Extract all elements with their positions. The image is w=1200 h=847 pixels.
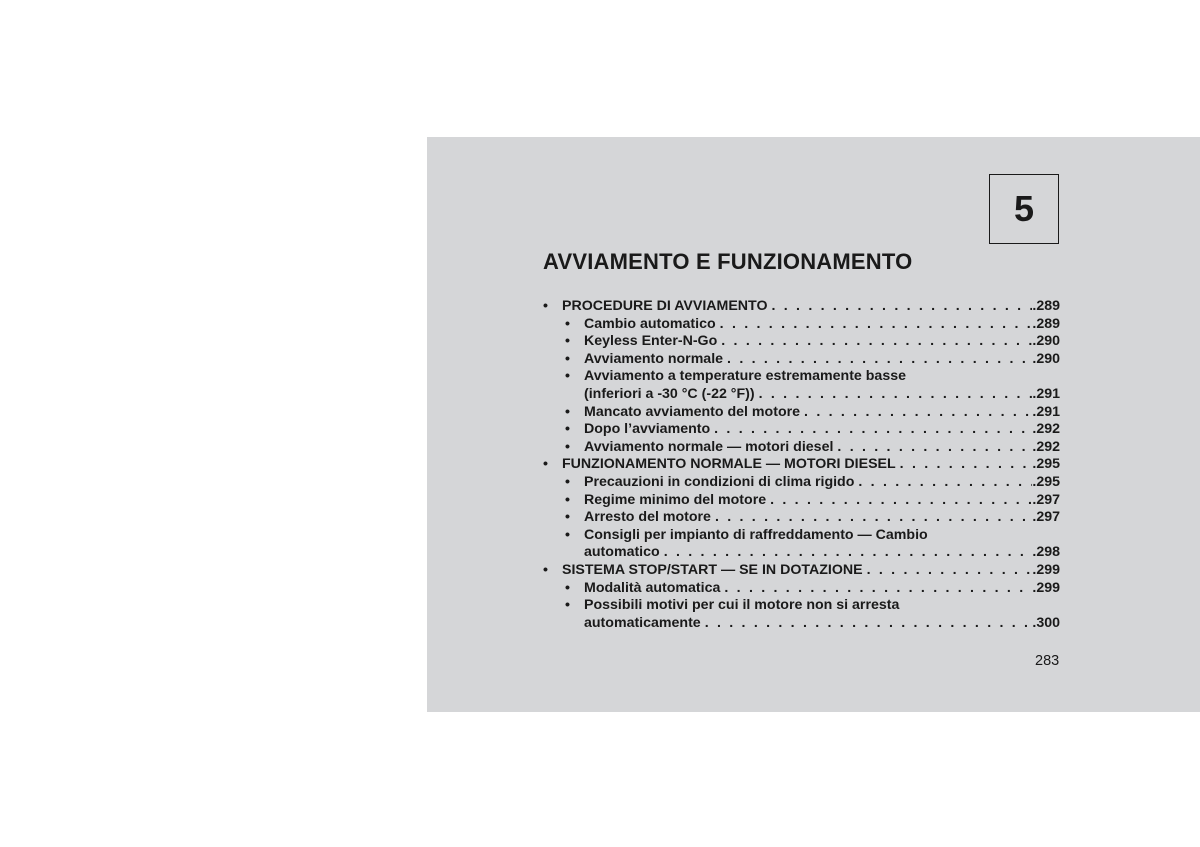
toc-entry-text	[584, 580, 1060, 598]
toc-entry-page: .297	[1032, 491, 1060, 508]
toc-entry[interactable]	[543, 527, 1060, 545]
toc-entry-label: (inferiori a -30 °C (-22 °F))	[584, 385, 755, 402]
toc-entry-text	[584, 404, 1060, 422]
toc-entry-page: .292	[1032, 438, 1060, 455]
toc-entry-label: automaticamente	[584, 614, 701, 631]
dot-leader	[710, 421, 1032, 439]
dot-leader	[755, 386, 1033, 404]
chapter-panel	[427, 137, 1200, 712]
bullet-icon: •	[565, 421, 570, 438]
toc-entry-page: .290	[1032, 350, 1060, 367]
toc-entry-label: PROCEDURE DI AVVIAMENTO	[562, 298, 768, 314]
toc-entry-text	[584, 368, 1060, 386]
toc-entry[interactable]	[543, 421, 1060, 439]
toc-entry-page: .290	[1032, 333, 1060, 350]
dot-leader	[716, 316, 1033, 334]
toc-entry[interactable]	[543, 544, 1060, 562]
toc-entry-text	[562, 562, 1060, 580]
toc-entry-label: Modalità automatica	[584, 579, 721, 596]
toc-entry-text	[584, 351, 1060, 369]
toc-entry-text	[584, 316, 1060, 334]
toc-entry-page: .299	[1032, 579, 1060, 596]
toc-entry-text	[584, 474, 1060, 492]
toc-entry[interactable]	[543, 562, 1060, 580]
toc-entry[interactable]	[543, 404, 1060, 422]
toc-entry-label: Precauzioni in condizioni di clima rigido	[584, 473, 855, 490]
bullet-icon: •	[565, 403, 570, 420]
toc-entry-label: SISTEMA STOP/START — SE IN DOTAZIONE	[562, 561, 863, 578]
bullet-icon: •	[543, 298, 548, 314]
toc-entry-page: .297	[1032, 509, 1060, 526]
dot-leader	[833, 439, 1032, 457]
bullet-icon: •	[543, 561, 548, 578]
toc-entry-label: Possibili motivi per cui il motore non si arresta	[584, 597, 900, 614]
toc-entry[interactable]	[543, 333, 1060, 351]
dot-leader	[766, 492, 1032, 510]
dot-leader	[717, 333, 1032, 351]
toc-entry[interactable]	[543, 580, 1060, 598]
toc-entry[interactable]	[543, 439, 1060, 457]
bullet-icon: •	[565, 438, 570, 455]
toc-entry-page: .289	[1032, 315, 1060, 332]
toc-entry[interactable]	[543, 368, 1060, 386]
dot-leader	[767, 298, 1032, 316]
toc-entry-page: .292	[1032, 421, 1060, 438]
toc-entry-label: Mancato avviamento del motore	[584, 403, 801, 420]
chapter-number-box	[989, 174, 1059, 244]
dot-leader	[723, 351, 1032, 369]
toc-entry-page: .295	[1032, 456, 1060, 473]
toc-entry-label: Arresto del motore	[584, 509, 711, 526]
toc-entry[interactable]	[543, 615, 1060, 633]
chapter-title: AVVIAMENTO E FUNZIONAMENTO	[543, 249, 913, 274]
toc-entry-page: .289	[1032, 298, 1060, 314]
toc-entry[interactable]	[543, 386, 1060, 404]
toc-entry[interactable]	[543, 509, 1060, 527]
bullet-icon: •	[565, 350, 570, 367]
toc-entry-label: Cambio automatico	[584, 315, 716, 332]
toc-entry-text	[584, 421, 1060, 439]
toc-entry-text	[584, 386, 1060, 404]
bullet-icon: •	[565, 597, 570, 614]
dot-leader	[896, 456, 1033, 474]
toc-entry-text	[584, 509, 1060, 527]
toc-entry-page: .291	[1032, 403, 1060, 420]
bullet-icon: •	[565, 509, 570, 526]
dot-leader	[720, 580, 1032, 598]
chapter-number: 5	[1013, 188, 1035, 229]
toc-entry[interactable]	[543, 597, 1060, 615]
toc-entry-text	[584, 615, 1060, 633]
table-of-contents	[543, 298, 1060, 632]
toc-entry-text	[584, 527, 1060, 545]
toc-entry-label: Avviamento normale	[584, 350, 724, 367]
toc-entry-page: .299	[1032, 561, 1060, 578]
toc-entry-page: .300	[1032, 614, 1060, 631]
toc-entry-text	[584, 439, 1060, 457]
toc-entry-label: Keyless Enter-N-Go	[584, 333, 718, 350]
toc-entry[interactable]	[543, 351, 1060, 369]
bullet-icon: •	[565, 315, 570, 332]
toc-entry-text	[562, 298, 1060, 316]
toc-entry-label: automatico	[584, 544, 660, 561]
toc-entry-label: Regime minimo del motore	[584, 491, 767, 508]
toc-entry-text	[584, 597, 1060, 615]
toc-entry[interactable]	[543, 492, 1060, 510]
toc-entry-label: Consigli per impianto di raffreddamento — Cambio	[584, 526, 928, 543]
toc-entry[interactable]	[543, 456, 1060, 474]
bullet-icon: •	[565, 473, 570, 490]
toc-entry-page: .298	[1032, 544, 1060, 561]
toc-entry-label: Avviamento normale — motori diesel	[584, 438, 834, 455]
page-number: 283	[1035, 653, 1060, 669]
toc-entry-label: Dopo l’avviamento	[584, 421, 711, 438]
bullet-icon: •	[565, 368, 570, 385]
dot-leader	[711, 509, 1032, 527]
toc-entry-label: FUNZIONAMENTO NORMALE — MOTORI DIESEL	[562, 456, 896, 473]
dot-leader	[660, 544, 1033, 562]
toc-entry[interactable]	[543, 474, 1060, 492]
bullet-icon: •	[565, 579, 570, 596]
toc-entry-text	[562, 456, 1060, 474]
toc-entry-page: .291	[1032, 385, 1060, 402]
dot-leader	[854, 474, 1032, 492]
bullet-icon: •	[543, 456, 548, 473]
toc-entry[interactable]	[543, 316, 1060, 334]
dot-leader	[800, 404, 1032, 422]
toc-entry-page: .295	[1032, 473, 1060, 490]
toc-entry-text	[584, 333, 1060, 351]
dot-leader	[701, 615, 1033, 633]
bullet-icon: •	[565, 333, 570, 350]
toc-entry-label: Avviamento a temperature estremamente basse	[584, 368, 906, 385]
dot-leader	[863, 562, 1033, 580]
bullet-icon: •	[565, 491, 570, 508]
toc-entry-text	[584, 544, 1060, 562]
toc-entry[interactable]	[543, 298, 1060, 316]
toc-entry-text	[584, 492, 1060, 510]
bullet-icon: •	[565, 526, 570, 543]
